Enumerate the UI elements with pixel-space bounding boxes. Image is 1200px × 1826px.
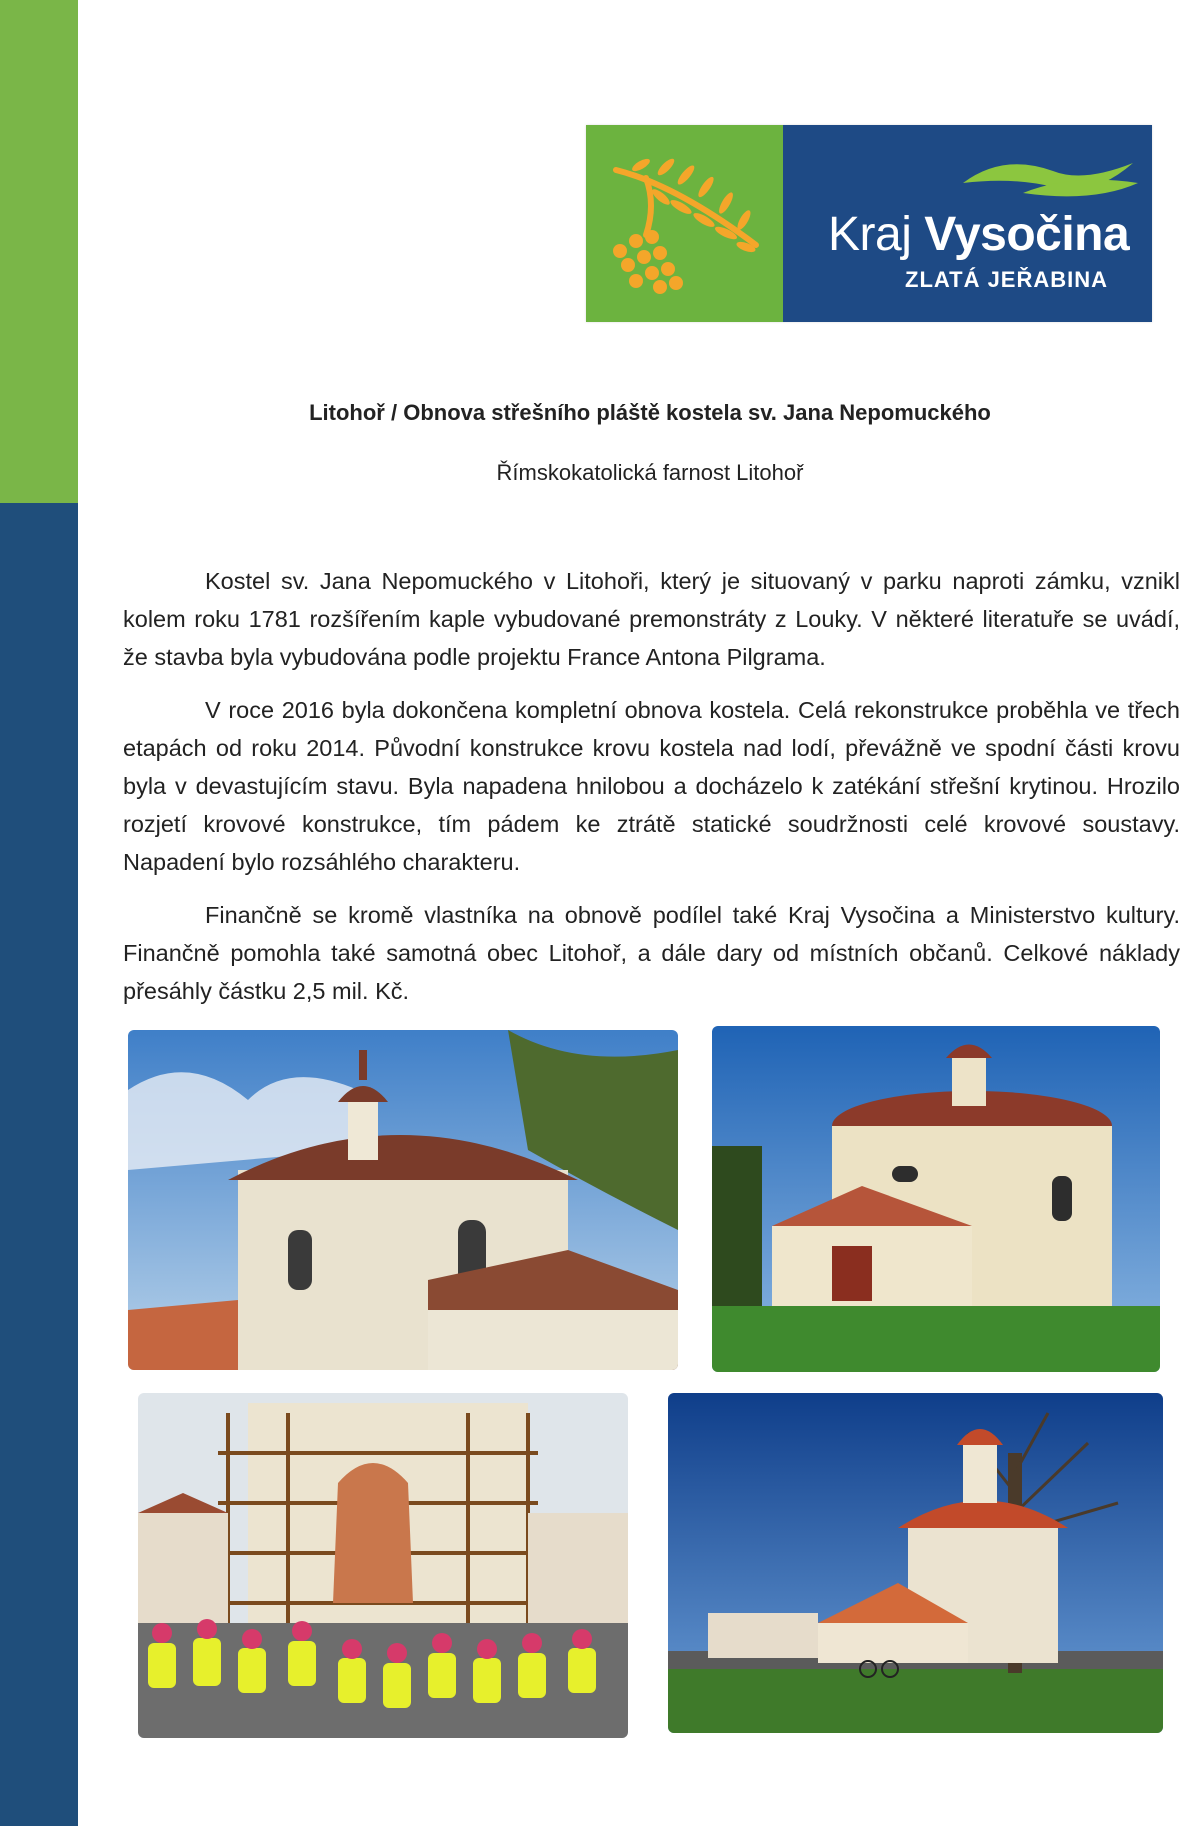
document-body: [123, 562, 1180, 1025]
photo-church-front: [128, 1030, 678, 1370]
paragraph-funding: Finančně se kromě vlastníka na obnově podílel také Kraj Vysočina a Ministerstvo kultury. Finančně pomohla také samotná obec Litohoř, a dále dary od místních občanů. Celkové náklady přesáhly částku 2,5 mil. Kč.: [123, 902, 1180, 1004]
logo-kraj-word: Kraj: [828, 208, 912, 261]
paragraph-renovation: V roce 2016 byla dokončena kompletní obnova kostela. Celá rekonstrukce proběhla ve třech etapách od roku 2014. Původní konstrukce krovu kostela nad lodí, převážně ve spodní části krovu byla v devastujícím stavu. Byla napadena hnilobou a docházelo k zatékání střešní krytinou. Hrozilo rozjetí krovové konstrukce, tím pádem ke ztrátě statické soudržnosti celé krovové soustavy. Napadení bylo rozsáhlého charakteru.: [123, 697, 1180, 875]
swoosh-icon: [963, 153, 1143, 213]
document-subtitle: Římskokatolická farnost Litohoř: [496, 460, 804, 485]
document-title: Litohoř / Obnova střešního pláště kostela sv. Jana Nepomuckého: [309, 400, 991, 425]
photo-church-side: [712, 1026, 1160, 1372]
photo-church-tree: [668, 1393, 1163, 1733]
photo-scaffolding-children: [138, 1393, 628, 1738]
rowan-branch-icon: [586, 125, 783, 322]
logo-wordmark: [783, 125, 1152, 322]
paragraph-history: Kostel sv. Jana Nepomuckého v Litohoři, který je situovaný v parku naproti zámku, vznikl kolem roku 1781 rozšířením kaple vybudované premonstráty z Louky. V některé literatuře se uvádí, že stavba byla vybudována podle projektu France Antona Pilgrama.: [123, 568, 1180, 670]
logo-tagline: ZLATÁ JEŘABINA: [905, 267, 1109, 292]
logo-name: [828, 208, 1130, 261]
side-stripe-blue: [0, 503, 78, 1826]
side-stripe-green: [0, 0, 78, 503]
kraj-vysocina-logo: [586, 125, 1152, 322]
logo-emblem: [586, 125, 783, 322]
logo-region-word: Vysočina: [924, 208, 1130, 261]
